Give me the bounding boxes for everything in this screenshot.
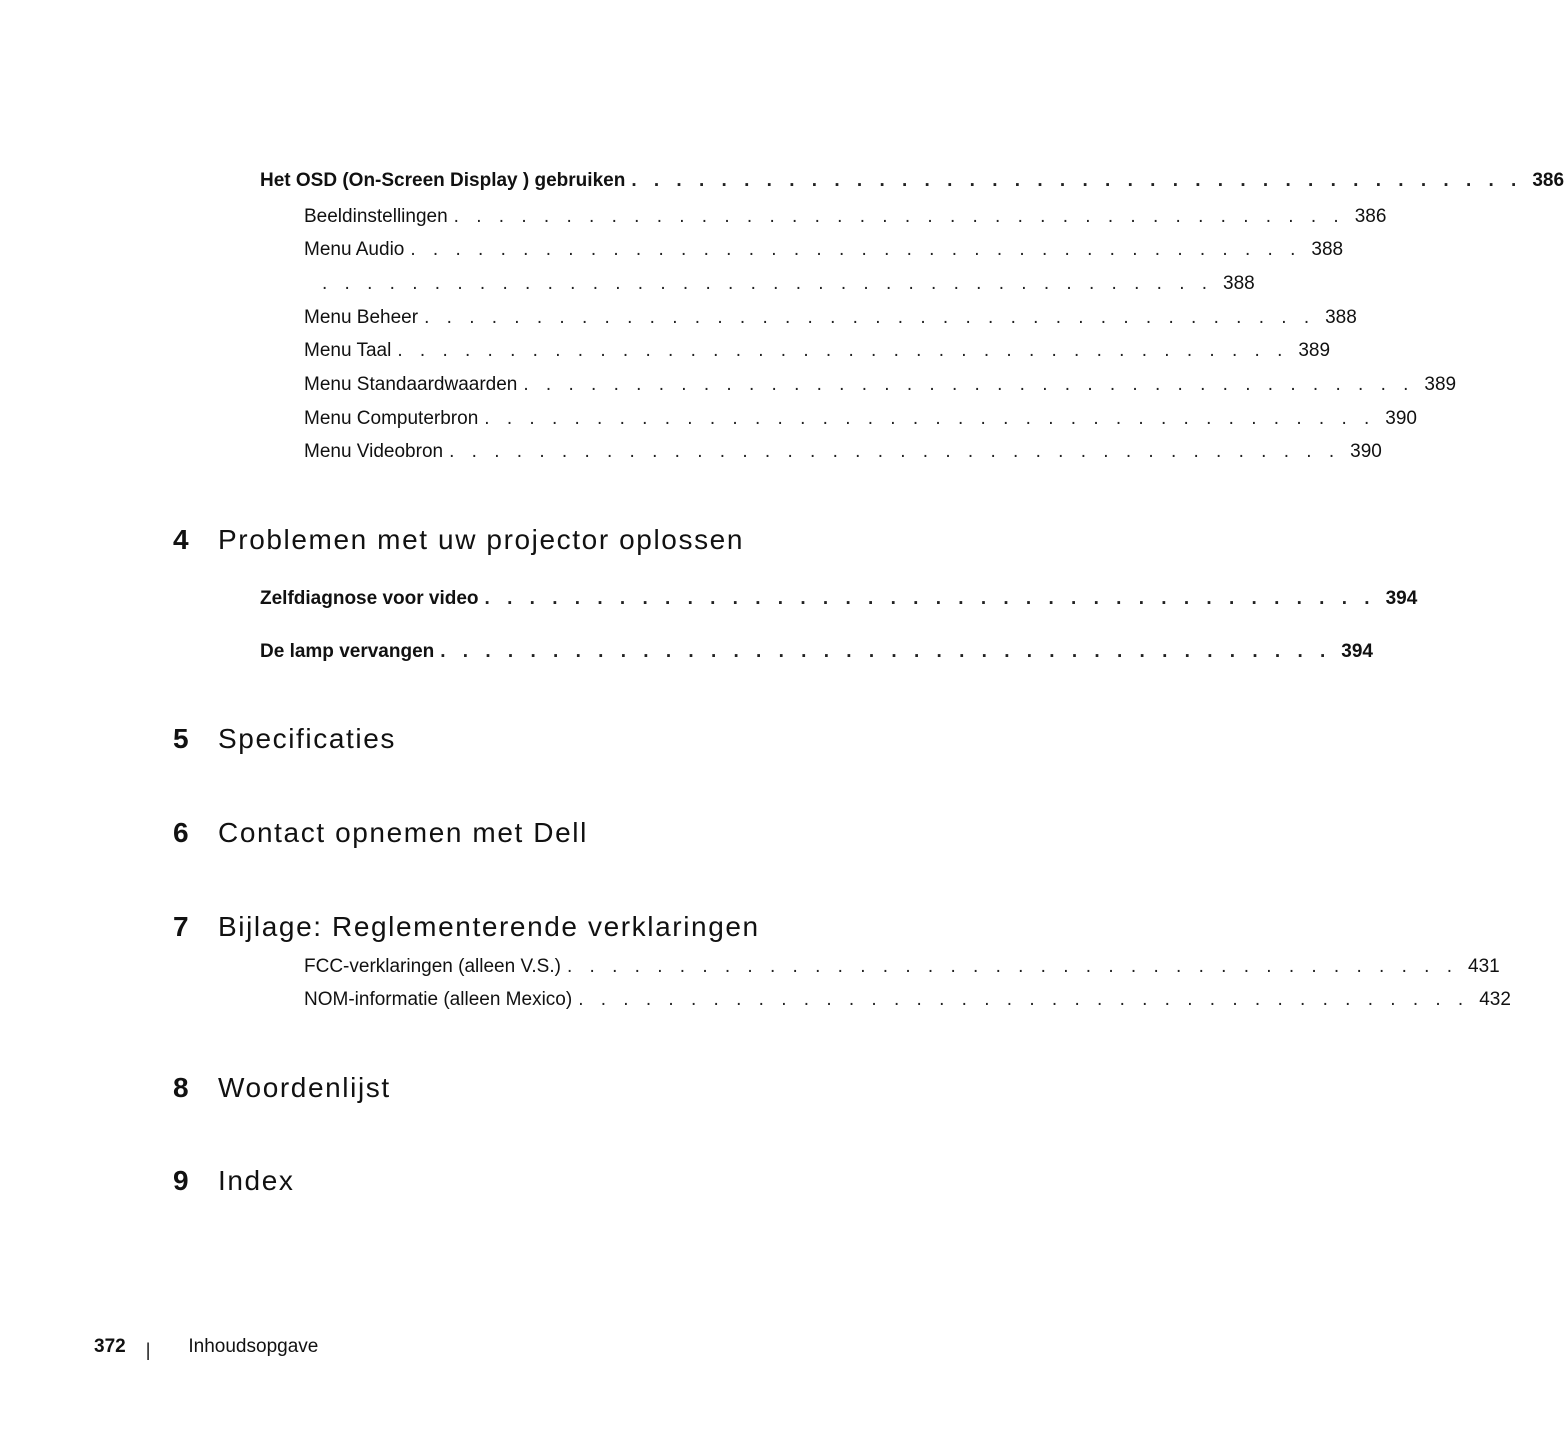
- toc-entry-menu-taal[interactable]: [0, 340, 1331, 364]
- dot-leader: . . . . . . . . . . . . . . . . . . . . . . . . . . . . . . . . . . . . . . . .: [397, 340, 1289, 361]
- dot-leader: . . . . . . . . . . . . . . . . . . . . . . . . . . . . . . . . . . . . . . . .: [484, 588, 1376, 609]
- chapter-number: 6: [173, 817, 189, 848]
- dot-leader: . . . . . . . . . . . . . . . . . . . . . . . . . . . . . . . . . . . . . . . .: [631, 170, 1523, 191]
- toc-label: De lamp vervangen: [260, 641, 435, 662]
- toc-page: 432: [1479, 989, 1511, 1010]
- toc-entry-lamp-vervangen[interactable]: [0, 641, 1373, 665]
- toc-entry-nom[interactable]: [0, 989, 1511, 1013]
- chapter-9-heading[interactable]: [173, 1165, 295, 1201]
- toc-entry-menu-computerbron[interactable]: [0, 408, 1417, 432]
- toc-page: 390: [1350, 441, 1382, 462]
- toc-entry-menu-audio[interactable]: [0, 239, 1344, 263]
- chapter-6-heading[interactable]: [173, 817, 588, 853]
- toc-page: 386: [1532, 170, 1564, 191]
- toc-entry-beeldinstellingen[interactable]: [0, 206, 1387, 230]
- chapter-number: 5: [173, 723, 189, 754]
- dot-leader: . . . . . . . . . . . . . . . . . . . . . . . . . . . . . . . . . . . . . . . .: [578, 989, 1470, 1010]
- toc-page: 388: [1223, 273, 1255, 294]
- footer-section-title: Inhoudsopgave: [188, 1336, 319, 1357]
- dot-leader: . . . . . . . . . . . . . . . . . . . . . . . . . . . . . . . . . . . . . . . .: [484, 408, 1376, 429]
- chapter-title: Contact opnemen met Dell: [218, 817, 588, 848]
- chapter-number: 9: [173, 1165, 189, 1196]
- dot-leader: . . . . . . . . . . . . . . . . . . . . . . . . . . . . . . . . . . . . . . . .: [523, 374, 1415, 395]
- toc-entry-menu-standaardwaarden[interactable]: [0, 374, 1457, 398]
- toc-label: Het OSD (On-Screen Display ) gebruiken: [260, 170, 626, 191]
- toc-label: NOM-informatie (alleen Mexico): [304, 989, 573, 1010]
- dot-leader: . . . . . . . . . . . . . . . . . . . . . . . . . . . . . . . . . . . . . . . .: [566, 956, 1458, 977]
- chapter-4-heading[interactable]: [173, 524, 744, 560]
- toc-label: Menu Videobron: [304, 441, 444, 462]
- footer-page-number: 372: [94, 1336, 126, 1357]
- toc-label: Menu Taal: [304, 340, 392, 361]
- chapter-8-heading[interactable]: [173, 1072, 391, 1108]
- toc-label: FCC-verklaringen (alleen V.S.): [304, 956, 561, 977]
- toc-page: 389: [1424, 374, 1457, 395]
- toc-label: Menu Standaardwaarden: [304, 374, 518, 395]
- toc-page: 394: [1341, 641, 1373, 662]
- chapter-title: Bijlage: Reglementerende verklaringen: [218, 911, 760, 942]
- dot-leader: . . . . . . . . . . . . . . . . . . . . . . . . . . . . . . . . . . . . . . . .: [410, 239, 1302, 260]
- dot-leader: . . . . . . . . . . . . . . . . . . . . . . . . . . . . . . . . . . . . . . . .: [449, 441, 1341, 462]
- toc-label: Menu Audio: [304, 239, 405, 260]
- toc-page: 388: [1311, 239, 1344, 260]
- footer-separator: |: [145, 1340, 151, 1360]
- dot-leader: . . . . . . . . . . . . . . . . . . . . . . . . . . . . . . . . . . . . . . . .: [453, 206, 1345, 227]
- toc-entry-fcc[interactable]: [0, 956, 1500, 980]
- toc-page: 390: [1385, 408, 1417, 429]
- toc-page: 389: [1298, 340, 1331, 361]
- dot-leader: . . . . . . . . . . . . . . . . . . . . . . . . . . . . . . . . . . . . . . . .: [440, 641, 1332, 662]
- toc-label: Beeldinstellingen: [304, 206, 448, 227]
- toc-entry-zelfdiagnose[interactable]: [0, 588, 1418, 612]
- chapter-title: Specificaties: [218, 723, 396, 754]
- chapter-title: Problemen met uw projector oplossen: [218, 524, 745, 555]
- chapter-7-heading[interactable]: [173, 911, 760, 947]
- toc-entry-unlabeled[interactable]: [0, 273, 1255, 297]
- toc-page: 394: [1385, 588, 1418, 609]
- toc-page: 431: [1468, 956, 1500, 977]
- chapter-number: 7: [173, 911, 189, 942]
- dot-leader: . . . . . . . . . . . . . . . . . . . . . . . . . . . . . . . . . . . . . . . .: [322, 273, 1214, 294]
- toc-page: 386: [1354, 206, 1387, 227]
- chapter-number: 4: [173, 524, 189, 555]
- toc-label: Menu Computerbron: [304, 408, 479, 429]
- toc-entry-osd[interactable]: [0, 170, 1564, 194]
- page-footer: [94, 1336, 318, 1366]
- chapter-title: Woordenlijst: [218, 1072, 391, 1103]
- chapter-title: Index: [218, 1165, 295, 1196]
- toc-label: Zelfdiagnose voor video: [260, 588, 479, 609]
- dot-leader: . . . . . . . . . . . . . . . . . . . . . . . . . . . . . . . . . . . . . . . .: [424, 307, 1316, 328]
- toc-label: Menu Beheer: [304, 307, 419, 328]
- chapter-5-heading[interactable]: [173, 723, 396, 759]
- toc-page: 388: [1325, 307, 1357, 328]
- toc-entry-menu-videobron[interactable]: [0, 441, 1382, 465]
- chapter-number: 8: [173, 1072, 189, 1103]
- toc-entry-menu-beheer[interactable]: [0, 307, 1357, 331]
